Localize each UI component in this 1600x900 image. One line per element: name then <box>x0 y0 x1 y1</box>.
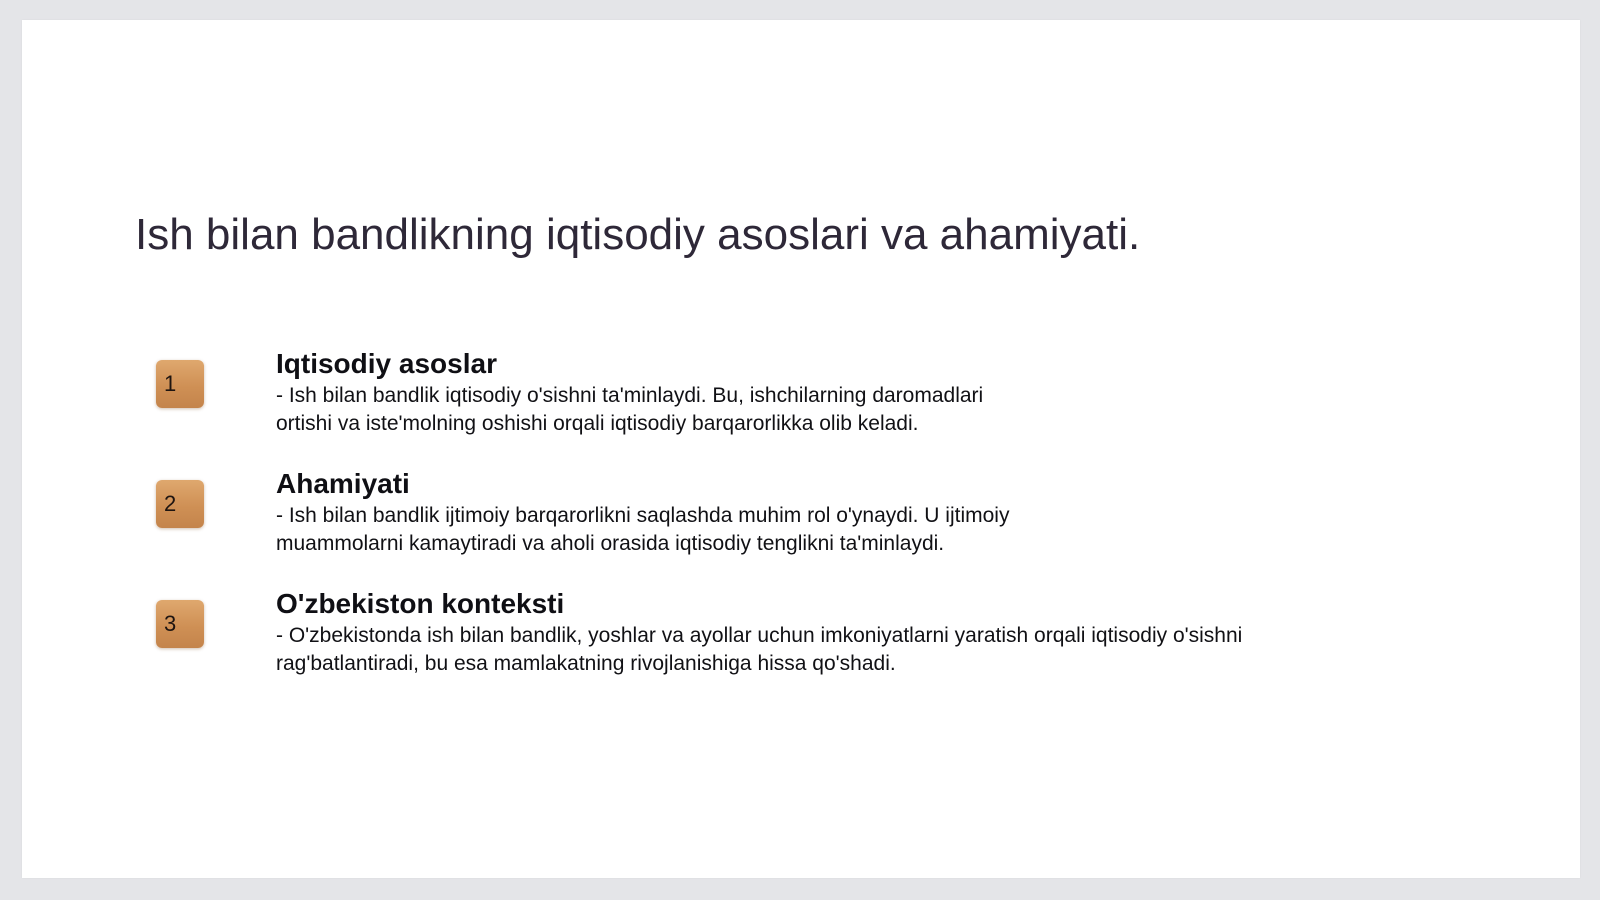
item-heading: Ahamiyati <box>276 468 410 499</box>
item-content <box>276 468 1406 558</box>
number-badge: 2 <box>156 480 204 528</box>
list-item <box>22 578 1580 678</box>
item-content <box>276 348 1406 438</box>
slide-title: Ish bilan bandlikning iqtisodiy asoslari va ahamiyati. <box>135 210 1141 259</box>
item-body: - Ish bilan bandlik ijtimoiy barqarorlikni saqlashda muhim rol o'ynaydi. U ijtimoiy muammolarni kamaytiradi va aholi orasida iqtisodiy tenglikni ta'minlaydi. <box>276 504 1010 555</box>
item-body: - Ish bilan bandlik iqtisodiy o'sishni ta'minlaydi. Bu, ishchilarning daromadlari ortishi va iste'molning oshishi orqali iqtisodiy barqarorlikka olib keladi. <box>276 384 984 435</box>
item-heading: Iqtisodiy asoslar <box>276 348 497 379</box>
item-content <box>276 588 1406 678</box>
list-item <box>22 338 1580 438</box>
slide <box>22 20 1580 878</box>
item-heading: O'zbekiston konteksti <box>276 588 565 619</box>
number-badge: 3 <box>156 600 204 648</box>
item-body: - O'zbekistonda ish bilan bandlik, yoshlar va ayollar uchun imkoniyatlarni yaratish orqali iqtisodiy o'sishni rag'batlantiradi, bu esa mamlakatning rivojlanishiga hissa qo'shadi. <box>276 624 1243 675</box>
list-item <box>22 458 1580 558</box>
number-badge: 1 <box>156 360 204 408</box>
